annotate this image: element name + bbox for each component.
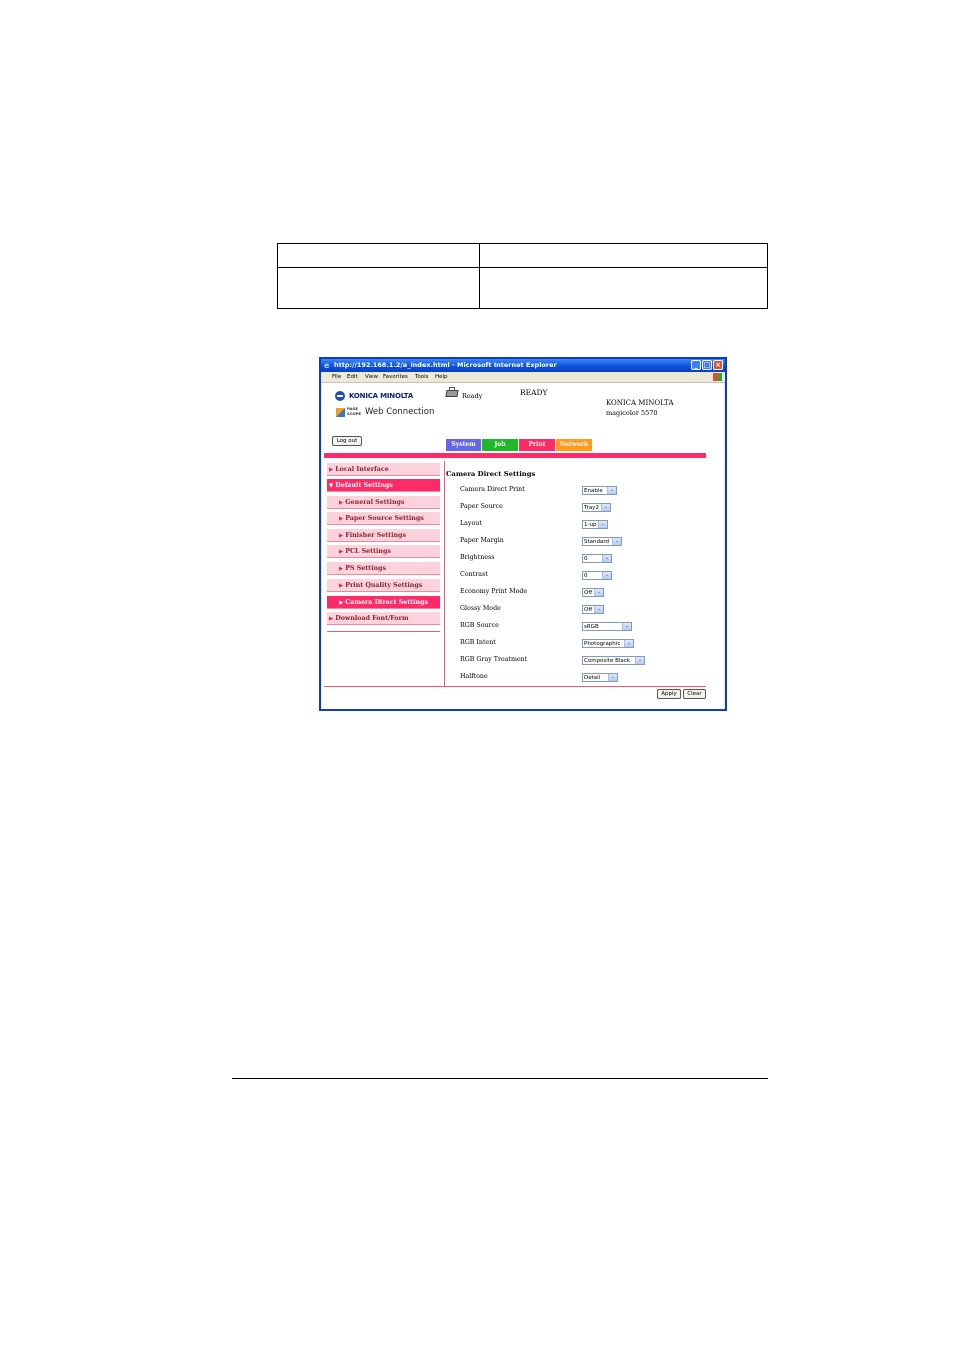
content-divider [444,461,445,686]
arrow-right-icon: ▶ [339,516,344,522]
model-manufacturer: KONICA MINOLTA [606,399,674,407]
clear-button[interactable]: Clear [683,689,706,699]
browser-window [319,357,727,711]
arrow-down-icon: ▼ [329,483,334,489]
rgb-gray-treatment-select[interactable] [582,656,645,665]
printer-status-icon [446,387,459,399]
tab-job[interactable]: Job [482,439,518,451]
nav-camera-direct-settings[interactable] [327,596,440,609]
nav-label: General Settings [345,499,405,506]
arrow-right-icon: ▶ [339,500,344,506]
printer-body [445,390,458,397]
paper-source-select[interactable] [582,503,611,512]
globe-icon [335,391,345,401]
setting-label: Layout [460,520,482,527]
nav-finisher-settings[interactable] [327,529,440,542]
select-value: Tray2 [584,505,599,511]
arrow-right-icon: ▶ [339,566,344,572]
page-title: Camera Direct Settings [446,470,536,478]
web-connection-text: Web Connection [365,407,435,417]
arrow-right-icon: ▶ [329,616,334,622]
nav-default-settings[interactable] [327,479,440,492]
model-name: magicolor 5570 [606,409,658,417]
page-content [322,383,724,709]
setting-label: Halftone [460,673,488,680]
setting-label: Glossy Mode [460,605,501,612]
brightness-select[interactable] [582,554,612,563]
status-text: Ready [462,392,483,400]
setting-label: Brightness [460,554,495,561]
setting-label: RGB Intent [460,639,496,646]
nav-ps-settings[interactable] [327,562,440,575]
menu-view[interactable]: View [365,374,379,380]
form-bottom-divider [324,686,706,687]
pagescope-cube-icon [336,408,345,417]
pagescope-line2: SCOPE [347,410,362,416]
arrow-right-icon: ▶ [339,600,344,606]
nav-label: Finisher Settings [345,532,406,539]
select-value: 0 [584,556,588,562]
tab-underline-bar [324,453,706,458]
setting-label: RGB Source [460,622,499,629]
chevron-down-icon: ⌄ [602,572,611,579]
chevron-down-icon: ⌄ [594,606,603,613]
chevron-down-icon: ⌄ [607,487,616,494]
nav-label: Camera Direct Settings [345,599,428,606]
select-value: Composite Black [584,658,630,664]
nav-label: Paper Source Settings [345,515,424,522]
minimize-button[interactable]: _ [691,360,701,370]
rgb-source-select[interactable] [582,622,632,631]
nav-download-font-form[interactable] [327,612,440,625]
nav-label: Local Interface [335,466,389,473]
tab-system[interactable]: System [446,439,481,451]
pagescope-line1: PAGE [347,406,359,411]
chevron-down-icon: ⌄ [612,538,621,545]
setting-label: Camera Direct Print [460,486,525,493]
setting-label: Contrast [460,571,488,578]
document-table [277,243,768,309]
close-button[interactable]: × [713,360,723,370]
camera-direct-print-select[interactable] [582,486,617,495]
apply-button[interactable]: Apply [657,689,681,699]
nav-pcl-settings[interactable] [327,545,440,558]
footer-rule [232,1078,768,1079]
windows-flag-icon [713,373,722,381]
nav-label: PS Settings [345,565,386,572]
nav-label: PCL Settings [345,548,391,555]
select-value: Off [584,590,593,596]
contrast-select[interactable] [582,571,612,580]
select-value: Standard [584,539,610,545]
tab-print[interactable]: Print [519,439,555,451]
select-value: Enable [584,488,603,494]
arrow-right-icon: ▶ [329,467,334,473]
arrow-right-icon: ▶ [339,533,344,539]
pagescope-text [347,407,363,416]
select-value: sRGB [584,624,599,630]
rgb-intent-select[interactable] [582,639,634,648]
maximize-button[interactable]: □ [703,361,711,369]
nav-print-quality-settings[interactable] [327,579,440,592]
nav-general-settings[interactable] [327,496,440,509]
paper-margin-select[interactable] [582,537,622,546]
menu-help[interactable]: Help [435,374,448,380]
table-column-divider [479,244,480,308]
status-display: READY [520,388,548,397]
setting-label: Paper Margin [460,537,504,544]
chevron-down-icon: ⌄ [602,555,611,562]
arrow-right-icon: ▶ [339,549,344,555]
chevron-down-icon: ⌄ [622,623,631,630]
logout-button[interactable]: Log out [332,436,362,446]
brand-text: KONICA MINOLTA [349,392,414,400]
chevron-down-icon: ⌄ [635,657,644,664]
select-value: Off [584,607,593,613]
chevron-down-icon: ⌄ [601,504,610,511]
tab-network[interactable]: Network [556,439,592,451]
nav-local-interface[interactable] [327,463,440,476]
nav-paper-source-settings[interactable] [327,512,440,525]
chevron-down-icon: ⌄ [624,640,633,647]
chevron-down-icon: ⌄ [608,674,617,681]
setting-label: RGB Gray Treatment [460,656,528,663]
menu-tools[interactable]: Tools [415,374,429,380]
economy-print-mode-select[interactable] [582,588,604,597]
glossy-mode-select[interactable] [582,605,604,614]
window-titlebar[interactable] [321,359,725,372]
select-value: 0 [584,573,588,579]
ie-icon: e [324,361,330,370]
chevron-down-icon: ⌄ [598,521,607,528]
table-row-divider [278,267,767,268]
menu-edit[interactable]: Edit [347,374,358,380]
menu-file[interactable]: File [332,374,342,380]
nav-divider [327,631,440,632]
chevron-down-icon: ⌄ [594,589,603,596]
layout-select[interactable] [582,520,608,529]
select-value: Photographic [584,641,621,647]
nav-label: Default Settings [335,482,393,489]
setting-label: Paper Source [460,503,503,510]
select-value: 1-up [584,522,597,528]
menu-bar [321,372,725,383]
window-title: http://192.168.1.2/a_index.html - Microsoft Internet Explorer [334,361,557,369]
nav-label: Download Font/Form [335,615,409,622]
setting-label: Economy Print Mode [460,588,528,595]
select-value: Detail [584,675,601,681]
nav-label: Print Quality Settings [345,582,423,589]
arrow-right-icon: ▶ [339,583,344,589]
menu-favorites[interactable]: Favorites [383,374,408,380]
halftone-select[interactable] [582,673,618,682]
